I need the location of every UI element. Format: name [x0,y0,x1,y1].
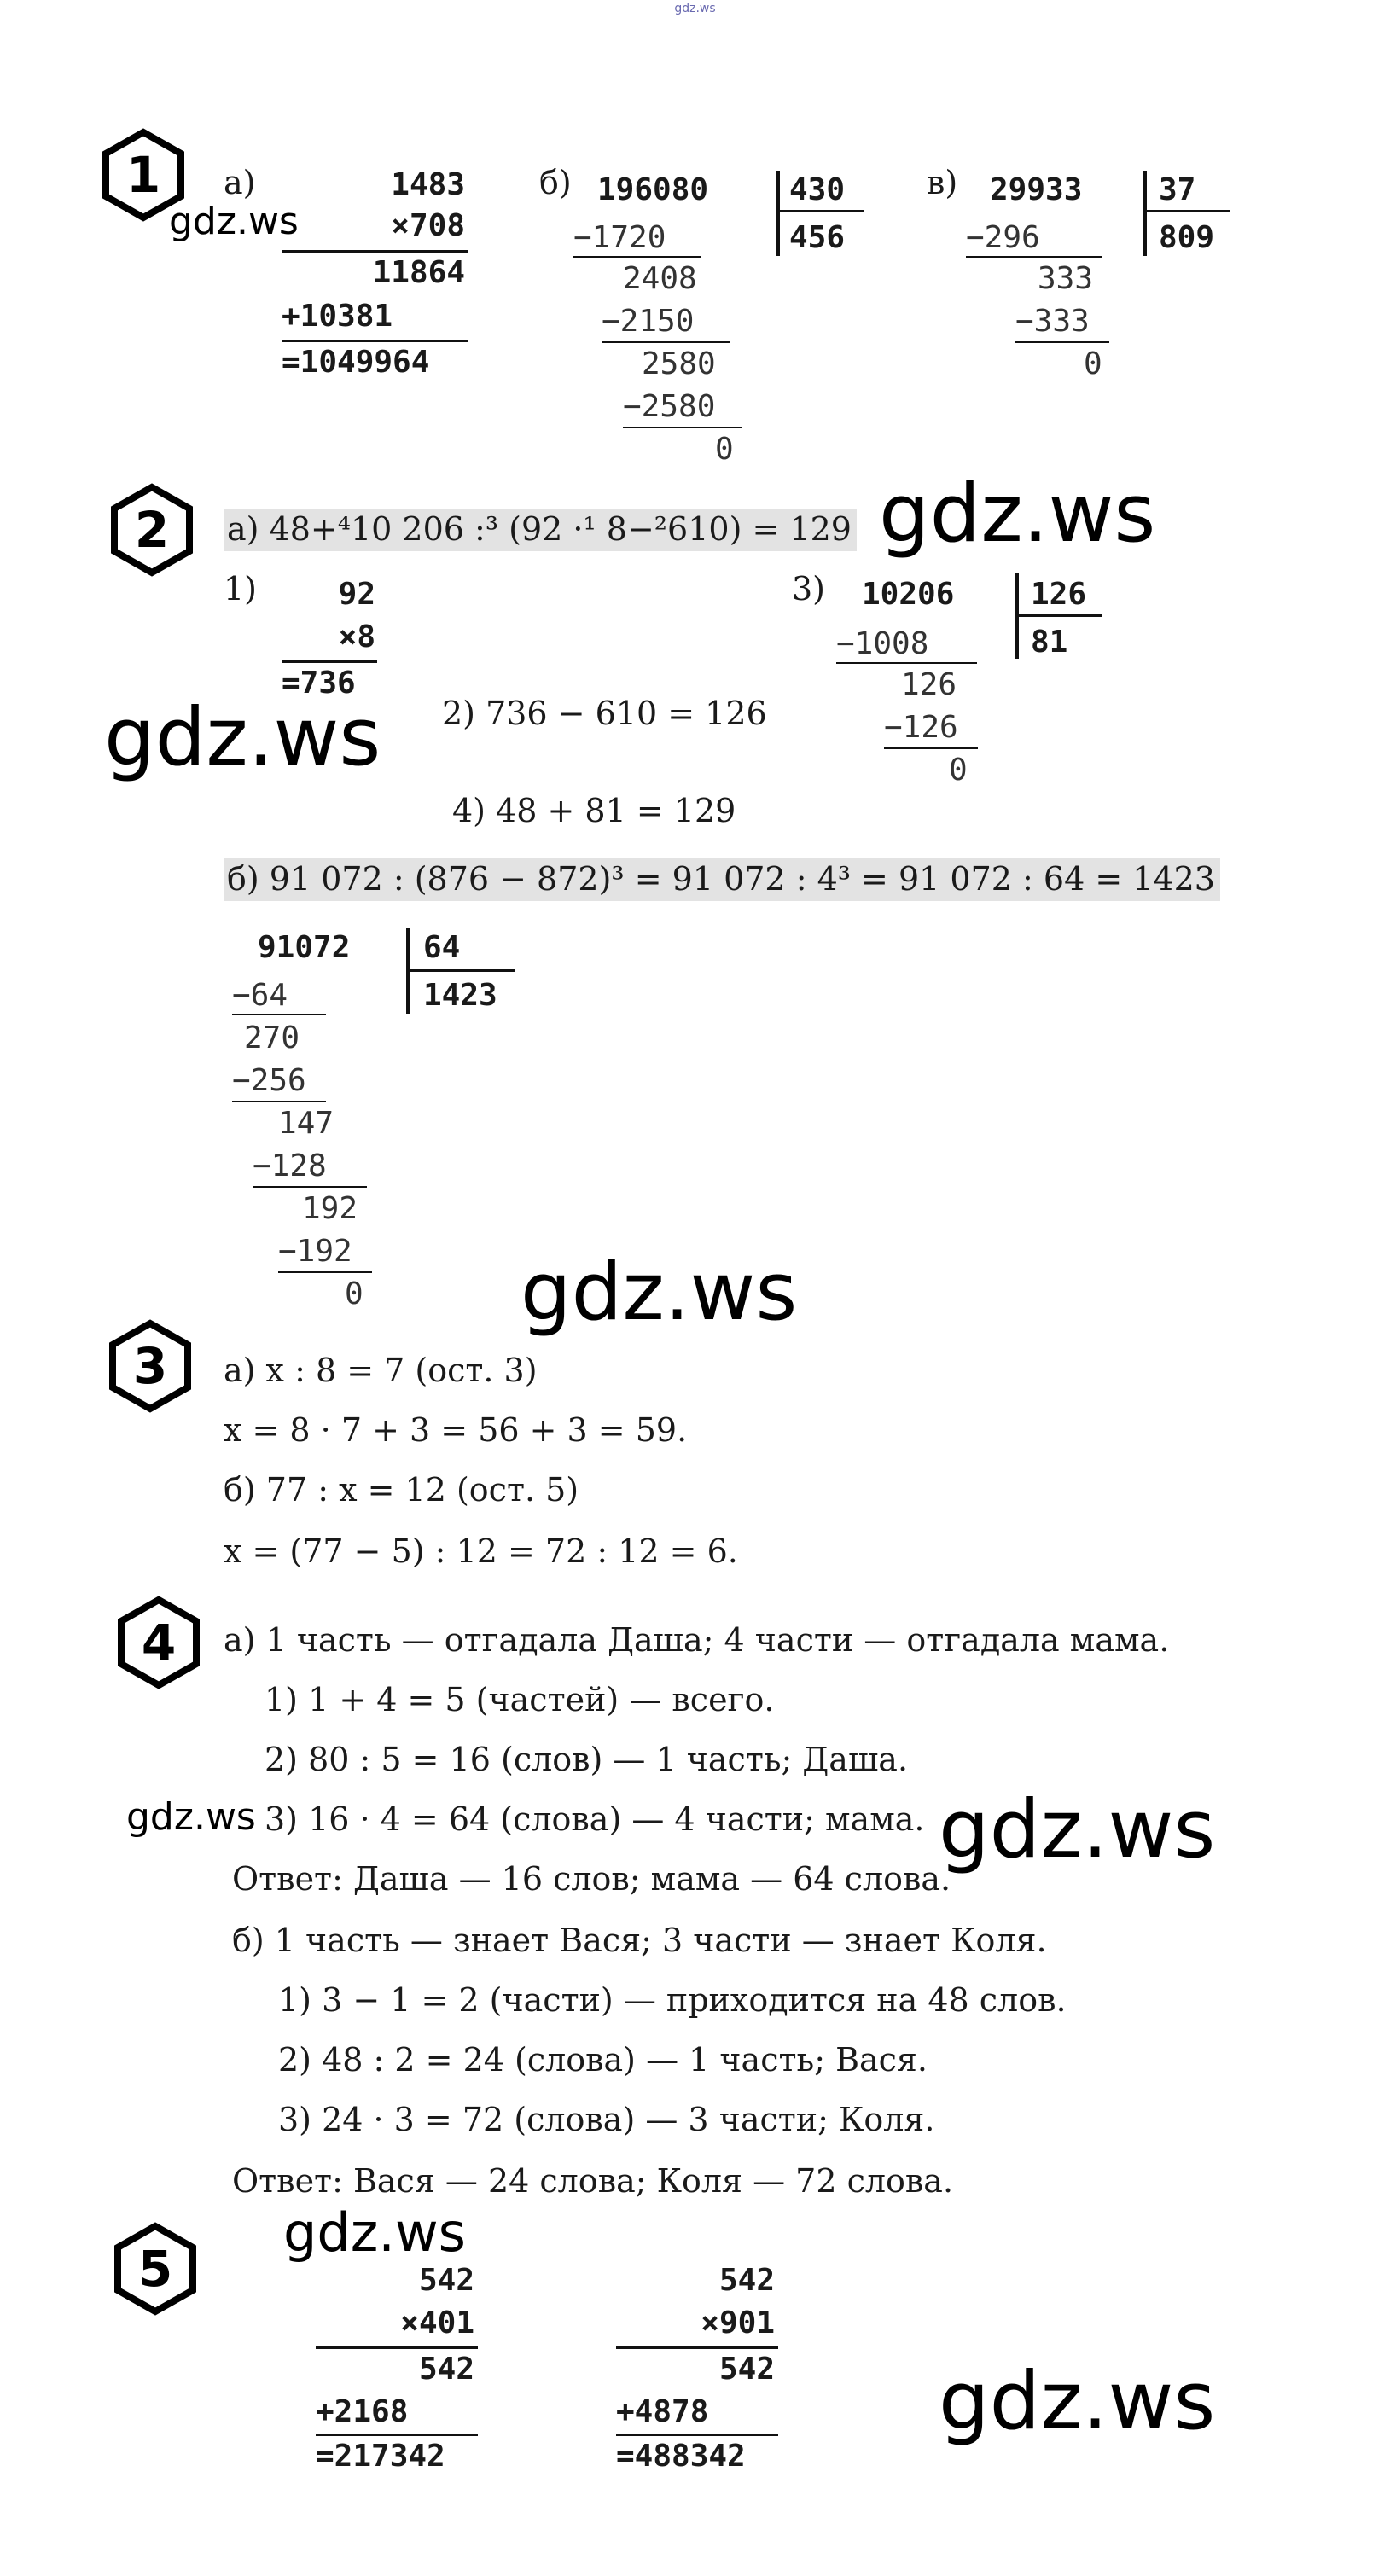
underline [232,1101,326,1102]
watermark: gdz.ws [939,1783,1216,1876]
division-step: −256 [232,1063,306,1098]
division-line [1145,210,1230,212]
division-step: −2580 [623,389,716,424]
factor: 92 [338,577,375,612]
expression-b: б) 91 072 : (876 − 872)³ = 91 072 : 4³ = 91 072 : 64 = 1423 [224,858,1220,901]
division-bar [1143,171,1147,256]
product-result: =1049964 [282,345,430,380]
dividend: 196080 [597,172,709,207]
solution-line: 3) 16 · 4 = 64 (слова) — 4 части; мама. [265,1800,925,1838]
division-step: 2408 [623,261,697,296]
solution-line: 2) 80 : 5 = 16 (слов) — 1 часть; Даша. [265,1741,909,1778]
underline [278,1271,372,1273]
division-step: −333 [1015,304,1090,339]
divisor: 430 [789,172,846,207]
division-step: −64 [232,978,288,1013]
factor: 1483 [391,167,465,202]
quotient: 81 [1031,625,1068,660]
underline [616,2346,778,2349]
division-step: 147 [278,1106,334,1141]
task-number-badge [109,483,195,577]
part-label: б) [539,164,572,201]
factor: 542 [418,2263,474,2298]
part-label: в) [927,164,958,201]
solution-line: 1) 3 − 1 = 2 (части) — приходится на 48 слов. [278,1981,1067,2019]
answer-line: Ответ: Даша — 16 слов; мама — 64 слова. [232,1860,951,1898]
solution-line: 1) 1 + 4 = 5 (частей) — всего. [265,1681,775,1718]
partial-product: 542 [418,2352,474,2387]
factor: 542 [718,2263,775,2298]
part-label: а) [224,164,256,201]
equation-line: б) 77 : x = 12 (ост. 5) [224,1471,579,1509]
underline [282,250,468,253]
division-step: −192 [278,1234,352,1269]
division-step: 0 [949,753,968,788]
divisor: 37 [1159,172,1196,207]
factor: ×901 [701,2306,775,2340]
division-step: 333 [1038,261,1094,296]
underline [253,1186,367,1188]
step-4: 4) 48 + 81 = 129 [452,792,736,829]
watermark: gdz.ws [879,468,1156,561]
underline [573,256,701,258]
partial-product: 11864 [372,255,465,290]
divisor: 126 [1031,577,1087,612]
solution-line: 2) 48 : 2 = 24 (слова) — 1 часть; Вася. [278,2041,928,2079]
quotient: 809 [1159,220,1215,255]
step-label: 1) [224,570,258,608]
factor: ×401 [400,2306,474,2340]
equation-line: x = 8 · 7 + 3 = 56 + 3 = 59. [224,1411,688,1449]
underline [602,341,730,343]
solution-line: 3) 24 · 3 = 72 (слова) — 3 части; Коля. [278,2101,935,2138]
partial-product: +2168 [316,2394,409,2429]
dividend: 10206 [862,577,955,612]
quotient: 1423 [423,978,497,1013]
underline [836,662,977,664]
task-number: 5 [137,2240,173,2298]
underline [316,2434,478,2436]
division-step: −126 [884,710,958,745]
watermark: gdz.ws [169,200,299,243]
division-step: 126 [901,667,957,702]
division-step: 270 [244,1021,300,1055]
task-number-badge [113,2222,198,2316]
divisor: 64 [423,930,461,965]
division-step: 192 [302,1191,358,1226]
watermark: gdz.ws [104,691,381,784]
underline [966,256,1102,258]
division-step: −128 [253,1148,327,1183]
division-step: −1008 [836,626,929,661]
task-number: 1 [125,146,161,204]
division-step: −296 [966,220,1040,255]
product-result: =217342 [316,2439,445,2474]
division-step: 0 [345,1276,363,1311]
division-line [778,210,864,212]
underline [884,747,978,749]
product-result: =736 [282,666,356,701]
division-step: 2580 [642,346,716,381]
division-step: 0 [1084,346,1102,381]
task-number-badge [108,1319,193,1413]
division-step: −1720 [573,220,666,255]
watermark: gdz.ws [283,2201,466,2264]
division-line [408,969,515,972]
division-step: −2150 [602,304,695,339]
dividend: 91072 [258,930,351,965]
underline [282,660,377,663]
underline [316,2346,478,2349]
task-number: 2 [134,501,170,559]
task-number-badge [116,1596,201,1689]
step-2: 2) 736 − 610 = 126 [442,695,767,732]
factor: ×708 [391,208,465,243]
factor: ×8 [338,619,375,654]
underline [232,1014,326,1015]
task-number: 4 [141,1614,177,1672]
watermark: gdz.ws [126,1795,256,1839]
underline [1015,341,1109,343]
expression-a: а) 48+⁴10 206 :³ (92 ·¹ 8−²610) = 129 [224,509,857,551]
product-result: =488342 [616,2439,746,2474]
equation-line: а) x : 8 = 7 (ост. 3) [224,1352,538,1389]
dividend: 29933 [990,172,1083,207]
partial-product: 542 [718,2352,775,2387]
underline [623,427,742,428]
step-label: 3) [792,570,826,608]
site-header: gdz.ws [674,2,716,15]
solution-line: б) 1 часть — знает Вася; 3 части — знает Коля. [232,1922,1047,1959]
watermark: gdz.ws [521,1246,798,1339]
solution-line: а) 1 часть — отгадала Даша; 4 части — отгадала мама. [224,1621,1170,1659]
quotient: 456 [789,220,846,255]
answer-line: Ответ: Вася — 24 слова; Коля — 72 слова. [232,2162,954,2200]
partial-product: +4878 [616,2394,709,2429]
equation-line: x = (77 − 5) : 12 = 72 : 12 = 6. [224,1532,738,1570]
division-step: 0 [715,432,734,467]
watermark: gdz.ws [939,2355,1216,2448]
division-bar [776,171,780,256]
division-line [1017,614,1102,617]
partial-product: +10381 [282,299,393,334]
task-number: 3 [132,1337,168,1395]
underline [282,340,468,342]
underline [616,2434,778,2436]
